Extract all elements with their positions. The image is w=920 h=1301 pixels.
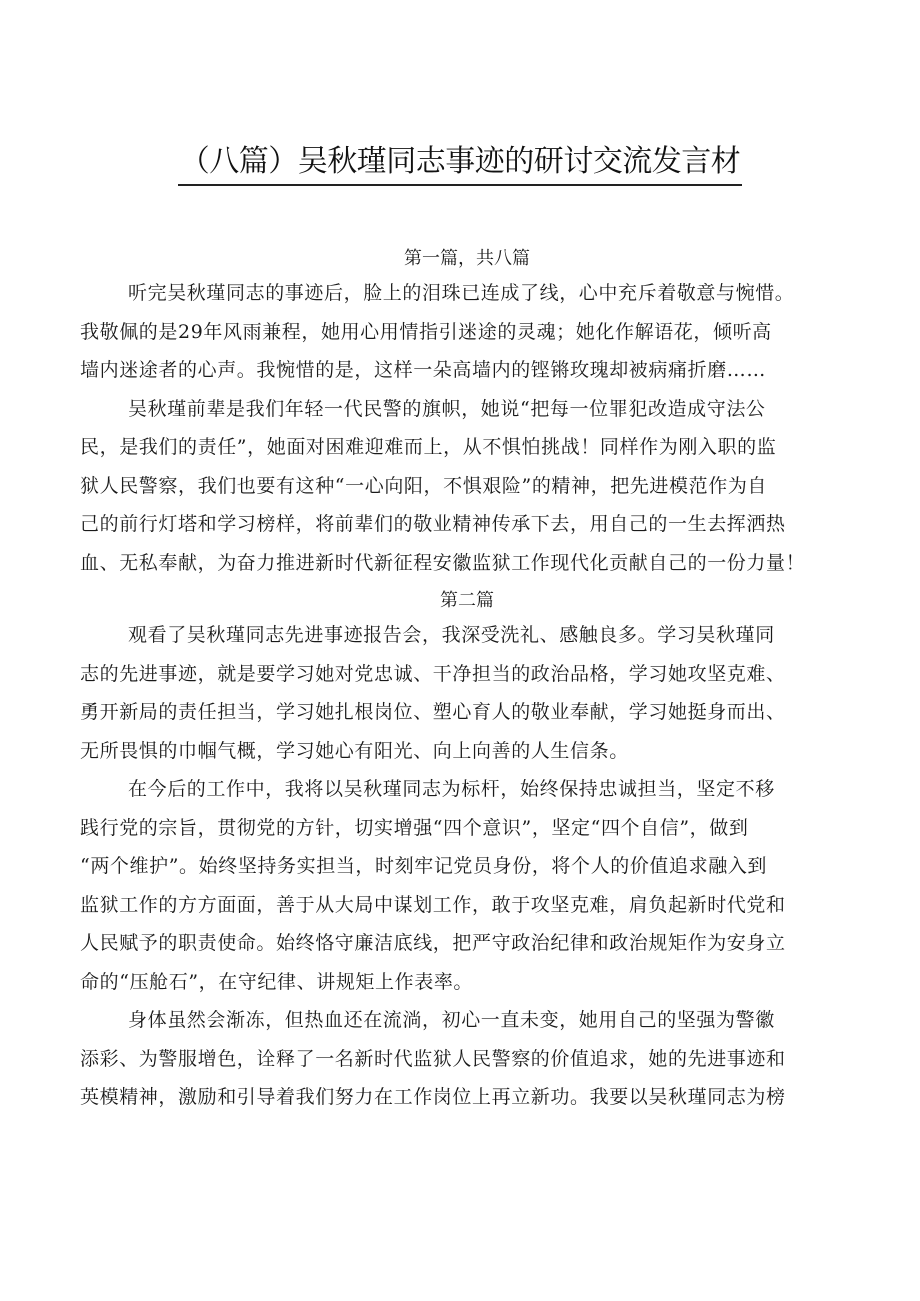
document-body — [80, 244, 854, 1117]
paragraph-line: 狱人民警察，我们也要有这种“一心向阳，不惧艰险”的精神，把先进模范作为自 — [80, 474, 768, 497]
paragraph-line: “两个维护”。始终坚持务实担当，时刻牢记党员身份，将个人的价值追求融入到 — [80, 855, 768, 877]
paragraph-line: 志的先进事迹，就是要学习她对党忠诚、干净担当的政治品格，学习她攻坚克难、 — [80, 662, 786, 685]
paragraph — [80, 770, 854, 1001]
paragraph — [80, 616, 854, 770]
paragraph-line: 勇开新局的责任担当，学习她扎根岗位、塑心育人的敬业奉献，学习她挺身而出、 — [80, 701, 786, 723]
paragraph-line: 民，是我们的责任”，她面对困难迎难而上，从不惧怕挑战！同样作为刚入职的监 — [80, 436, 777, 458]
paragraph-line: 吴秋瑾前辈是我们年轻一代民警的旗帜，她说“把每一位罪犯改造成守法公 — [128, 397, 766, 420]
paragraph-line: 血、无私奉献，为奋力推进新时代新征程安徽监狱工作现代化贡献自己的一份力量！ — [80, 551, 806, 574]
paragraph-line: 命的“压舱石”，在守纪律、讲规矩上作表率。 — [80, 970, 474, 993]
paragraph-line: 我敬佩的是29年风雨兼程，她用心用情指引迷途的灵魂；她化作解语花，倾听高 — [80, 320, 772, 343]
paragraph-line: 英模精神，激励和引导着我们努力在工作岗位上再立新功。我要以吴秋瑾同志为榜 — [80, 1086, 786, 1108]
paragraph-line: 监狱工作的方方面面，善于从大局中谋划工作，敢于攻坚克难，肩负起新时代党和 — [80, 893, 786, 916]
paragraph-line: 在今后的工作中，我将以吴秋瑾同志为标杆，始终保持忠诚担当，坚定不移 — [128, 778, 775, 800]
title-container — [0, 142, 920, 186]
paragraph — [80, 390, 854, 583]
paragraph-line: 添彩、为警服增色，诠释了一名新时代监狱人民警察的价值追求，她的先进事迹和 — [80, 1047, 786, 1070]
paragraph-line: 身体虽然会渐冻，但热血还在流淌，初心一直未变，她用自己的坚强为警徽 — [128, 1009, 775, 1031]
paragraph — [80, 274, 854, 390]
section-heading-2: 第二篇 — [440, 590, 494, 611]
paragraph-line: 墙内迷途者的心声。我惋惜的是，这样一朵高墙内的铿锵玫瑰却被病痛折磨…… — [80, 359, 767, 381]
paragraph-line: 观看了吴秋瑾同志先进事迹报告会，我深受洗礼、感触良多。学习吴秋瑾同 — [128, 624, 775, 646]
paragraph-line: 己的前行灯塔和学习榜样，将前辈们的敬业精神传承下去，用自己的一生去挥洒热 — [80, 513, 786, 535]
paragraph-line: 无所畏惧的巾帼气概，学习她心有阳光、向上向善的人生信条。 — [80, 739, 629, 762]
paragraph-line: 听完吴秋瑾同志的事迹后，脸上的泪珠已连成了线，心中充斥着敬意与惋惜。 — [128, 282, 795, 304]
paragraph-line: 践行党的宗旨，贯彻党的方针，切实增强“四个意识”，坚定“四个自信”，做到 — [80, 816, 749, 839]
paragraph — [80, 1001, 854, 1117]
paragraph-line: 人民赋予的职责使命。始终恪守廉洁底线，把严守政治纪律和政治规矩作为安身立 — [80, 932, 786, 954]
document-title: （八篇）吴秋瑾同志事迹的研讨交流发言材 — [178, 142, 743, 186]
section-heading-1: 第一篇，共八篇 — [404, 248, 530, 269]
